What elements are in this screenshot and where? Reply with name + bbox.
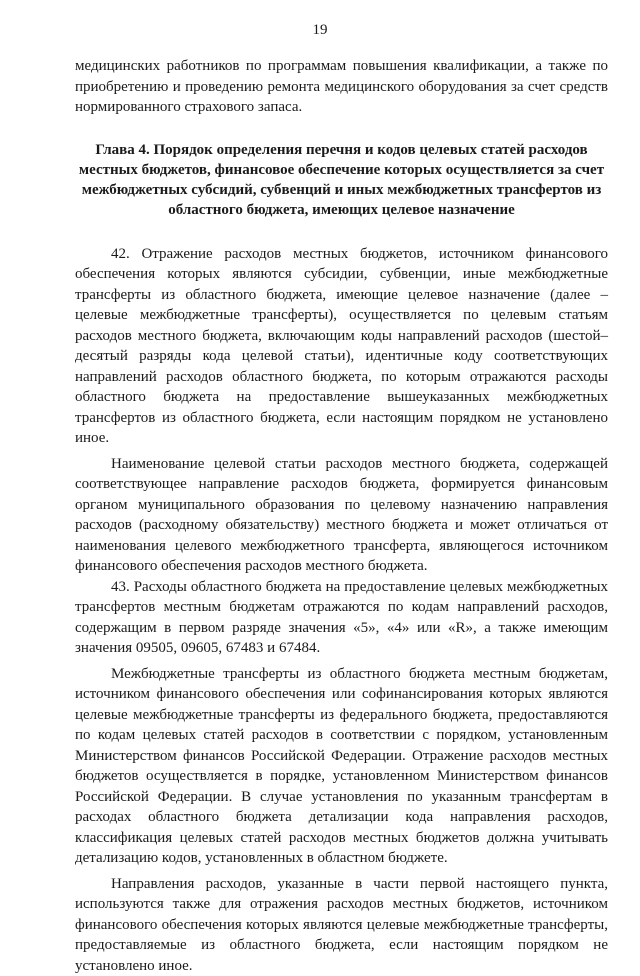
paragraph-43: 43. Расходы областного бюджета на предоставление целевых межбюджетных трансфертов местным бюджетам отражаются по кодам направлений расходов, содержащим в первом разряде значения «5», «4» или «R», а также имеющим значения 09505, 09605, 67483 и 67484.	[75, 577, 608, 659]
paragraph-42: 42. Отражение расходов местных бюджетов, источником финансового обеспечения которых являются субсидии, субвенции, иные межбюджетные трансферты из областного бюджета, имеющие целевое назначение (далее – целевые межбюджетные трансферты), осуществляется по целевым статьям расходов местного бюджета, включающим коды направлений расходов (шестой–десятый разряды кода целевой статьи), идентичные коду соответствующих направлений расходов областного бюджета, по которым отражаются расходы областного бюджета на предоставление вышеуказанных межбюджетных трансфертов из областного бюджета, если настоящим порядком не установлено иное.	[75, 244, 608, 449]
paragraph-federal-transfers: Межбюджетные трансферты из областного бюджета местным бюджетам, источником финансового обеспечения или софинансирования которых являются целевые межбюджетные трансферты из федерального бюджета, предоставляются по кодам целевых статей расходов в соответствии с порядком, установленным Министерством финансов Российской Федерации. Отражение расходов местных бюджетов осуществляется в порядке, установленном Министерством финансов Российской Федерации. В случае установления по указанным трансфертам в расходах областного бюджета детализации кода направления расходов, классификация целевых статей расходов местных бюджетов должна учитывать детализацию кодов, установленных в областном бюджете.	[75, 664, 608, 869]
chapter-title: Глава 4. Порядок определения перечня и кодов целевых статей расходов местных бюджетов, финансовое обеспечение которых осуществляется за счет межбюджетных субсидий, субвенций и иных межбюджетных трансфертов из областного бюджета, имеющих целевое назначение	[75, 140, 608, 220]
page-content	[75, 56, 608, 976]
paragraph-target-article-name: Наименование целевой статьи расходов местного бюджета, содержащей соответствующее направление расходов бюджета, формируется финансовым органом муниципального образования по целевому назначению направления расходов (расходному обязательству) местного бюджета и может отличаться от наименования целевого межбюджетного трансферта, являющегося источником финансового обеспечения расходов местного бюджета.	[75, 454, 608, 577]
paragraph-expense-directions: Направления расходов, указанные в части первой настоящего пункта, используются также для отражения расходов местных бюджетов, источником финансового обеспечения которых являются целевые межбюджетные трансферты, предоставляемые из областного бюджета, если настоящим порядком не установлено иное.	[75, 874, 608, 976]
page-number: 19	[0, 22, 640, 39]
intro-paragraph: медицинских работников по программам повышения квалификации, а также по приобретению и проведению ремонта медицинского оборудования за счет средств нормированного страхового запаса.	[75, 56, 608, 118]
